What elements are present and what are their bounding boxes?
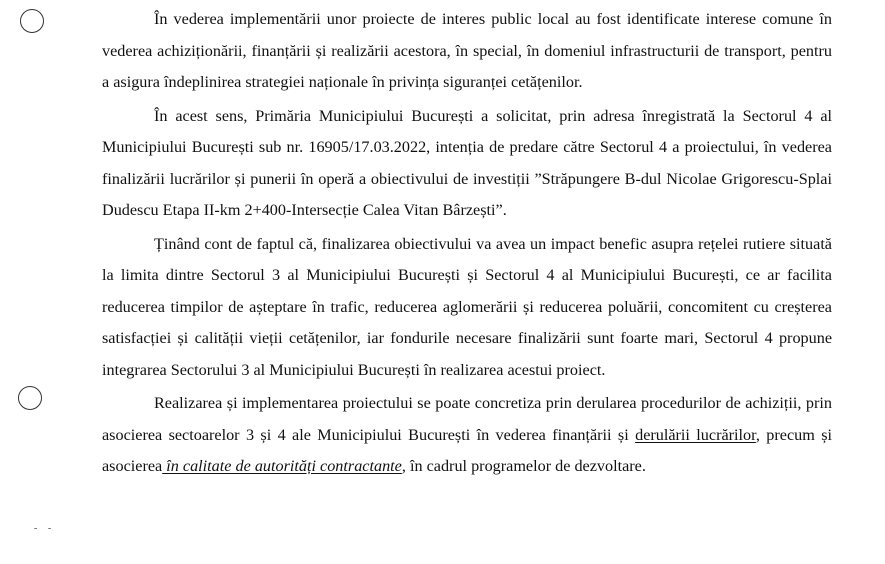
punch-hole-top — [20, 9, 44, 33]
paragraph-4-part-2: , precum și asocierea — [102, 425, 832, 475]
paragraph-2: În acest sens, Primăria Municipiului București a solicitat, prin adresa înregistrată la Sectorul 4 al Municipiului București sub nr. 16905/17.03.2022, intenția de predare către Sectorul 4 a proiectului, în vederea finalizării lucrărilor și punerii în operă a obiectivului de investiții ”Străpungere B-dul Nicolae Grigorescu-Splai Dudescu Etapa II-km 2+400-Intersecție Calea Vitan Bârzești”. — [102, 106, 832, 219]
paragraph-4-underlined-phrase: derulării lucrărilor — [635, 425, 756, 444]
document-body — [102, 4, 832, 485]
paragraph-4-italic-phrase: în calitate de autorități contractante — [162, 457, 402, 475]
paragraph-4-part-1: Realizarea și implementarea proiectului se poate concretiza prin derularea procedurilor de achiziții, prin asocierea sectoarelor 3 și 4 ale Municipiului București în vederea finanțării și — [102, 394, 832, 444]
punch-hole-middle — [18, 386, 42, 410]
paragraph-1: În vederea implementării unor proiecte de interes public local au fost identificate interese comune în vederea achiziționării, finanțării și realizării acestora, în special, în domeniul infrastructurii de transport, pentru a asigura îndeplinirea strategiei naționale în privința siguranței cetățenilor. — [102, 10, 832, 91]
paragraph-4 — [102, 388, 832, 483]
paragraph-3: Ținând cont de faptul că, finalizarea obiectivului va avea un impact benefic asupra rețelei rutiere situată la limita dintre Sectorul 3 al Municipiului București și Sectorul 4 al Municipiului București, ce ar facilita reducerea timpilor de așteptare în trafic, reducerea aglomerării și reducerea poluării, concomitent cu creșterea satisfacției și calității vieții cetățenilor, iar fondurile necesare finalizării sunt foarte mari, Sectorul 4 propune integrarea Sectorului 3 al Municipiului București în realizarea acestui proiect. — [102, 234, 832, 379]
paragraph-4-part-3: , în cadrul programelor de dezvoltare. — [401, 457, 646, 475]
margin-mark: - - — [34, 523, 56, 534]
